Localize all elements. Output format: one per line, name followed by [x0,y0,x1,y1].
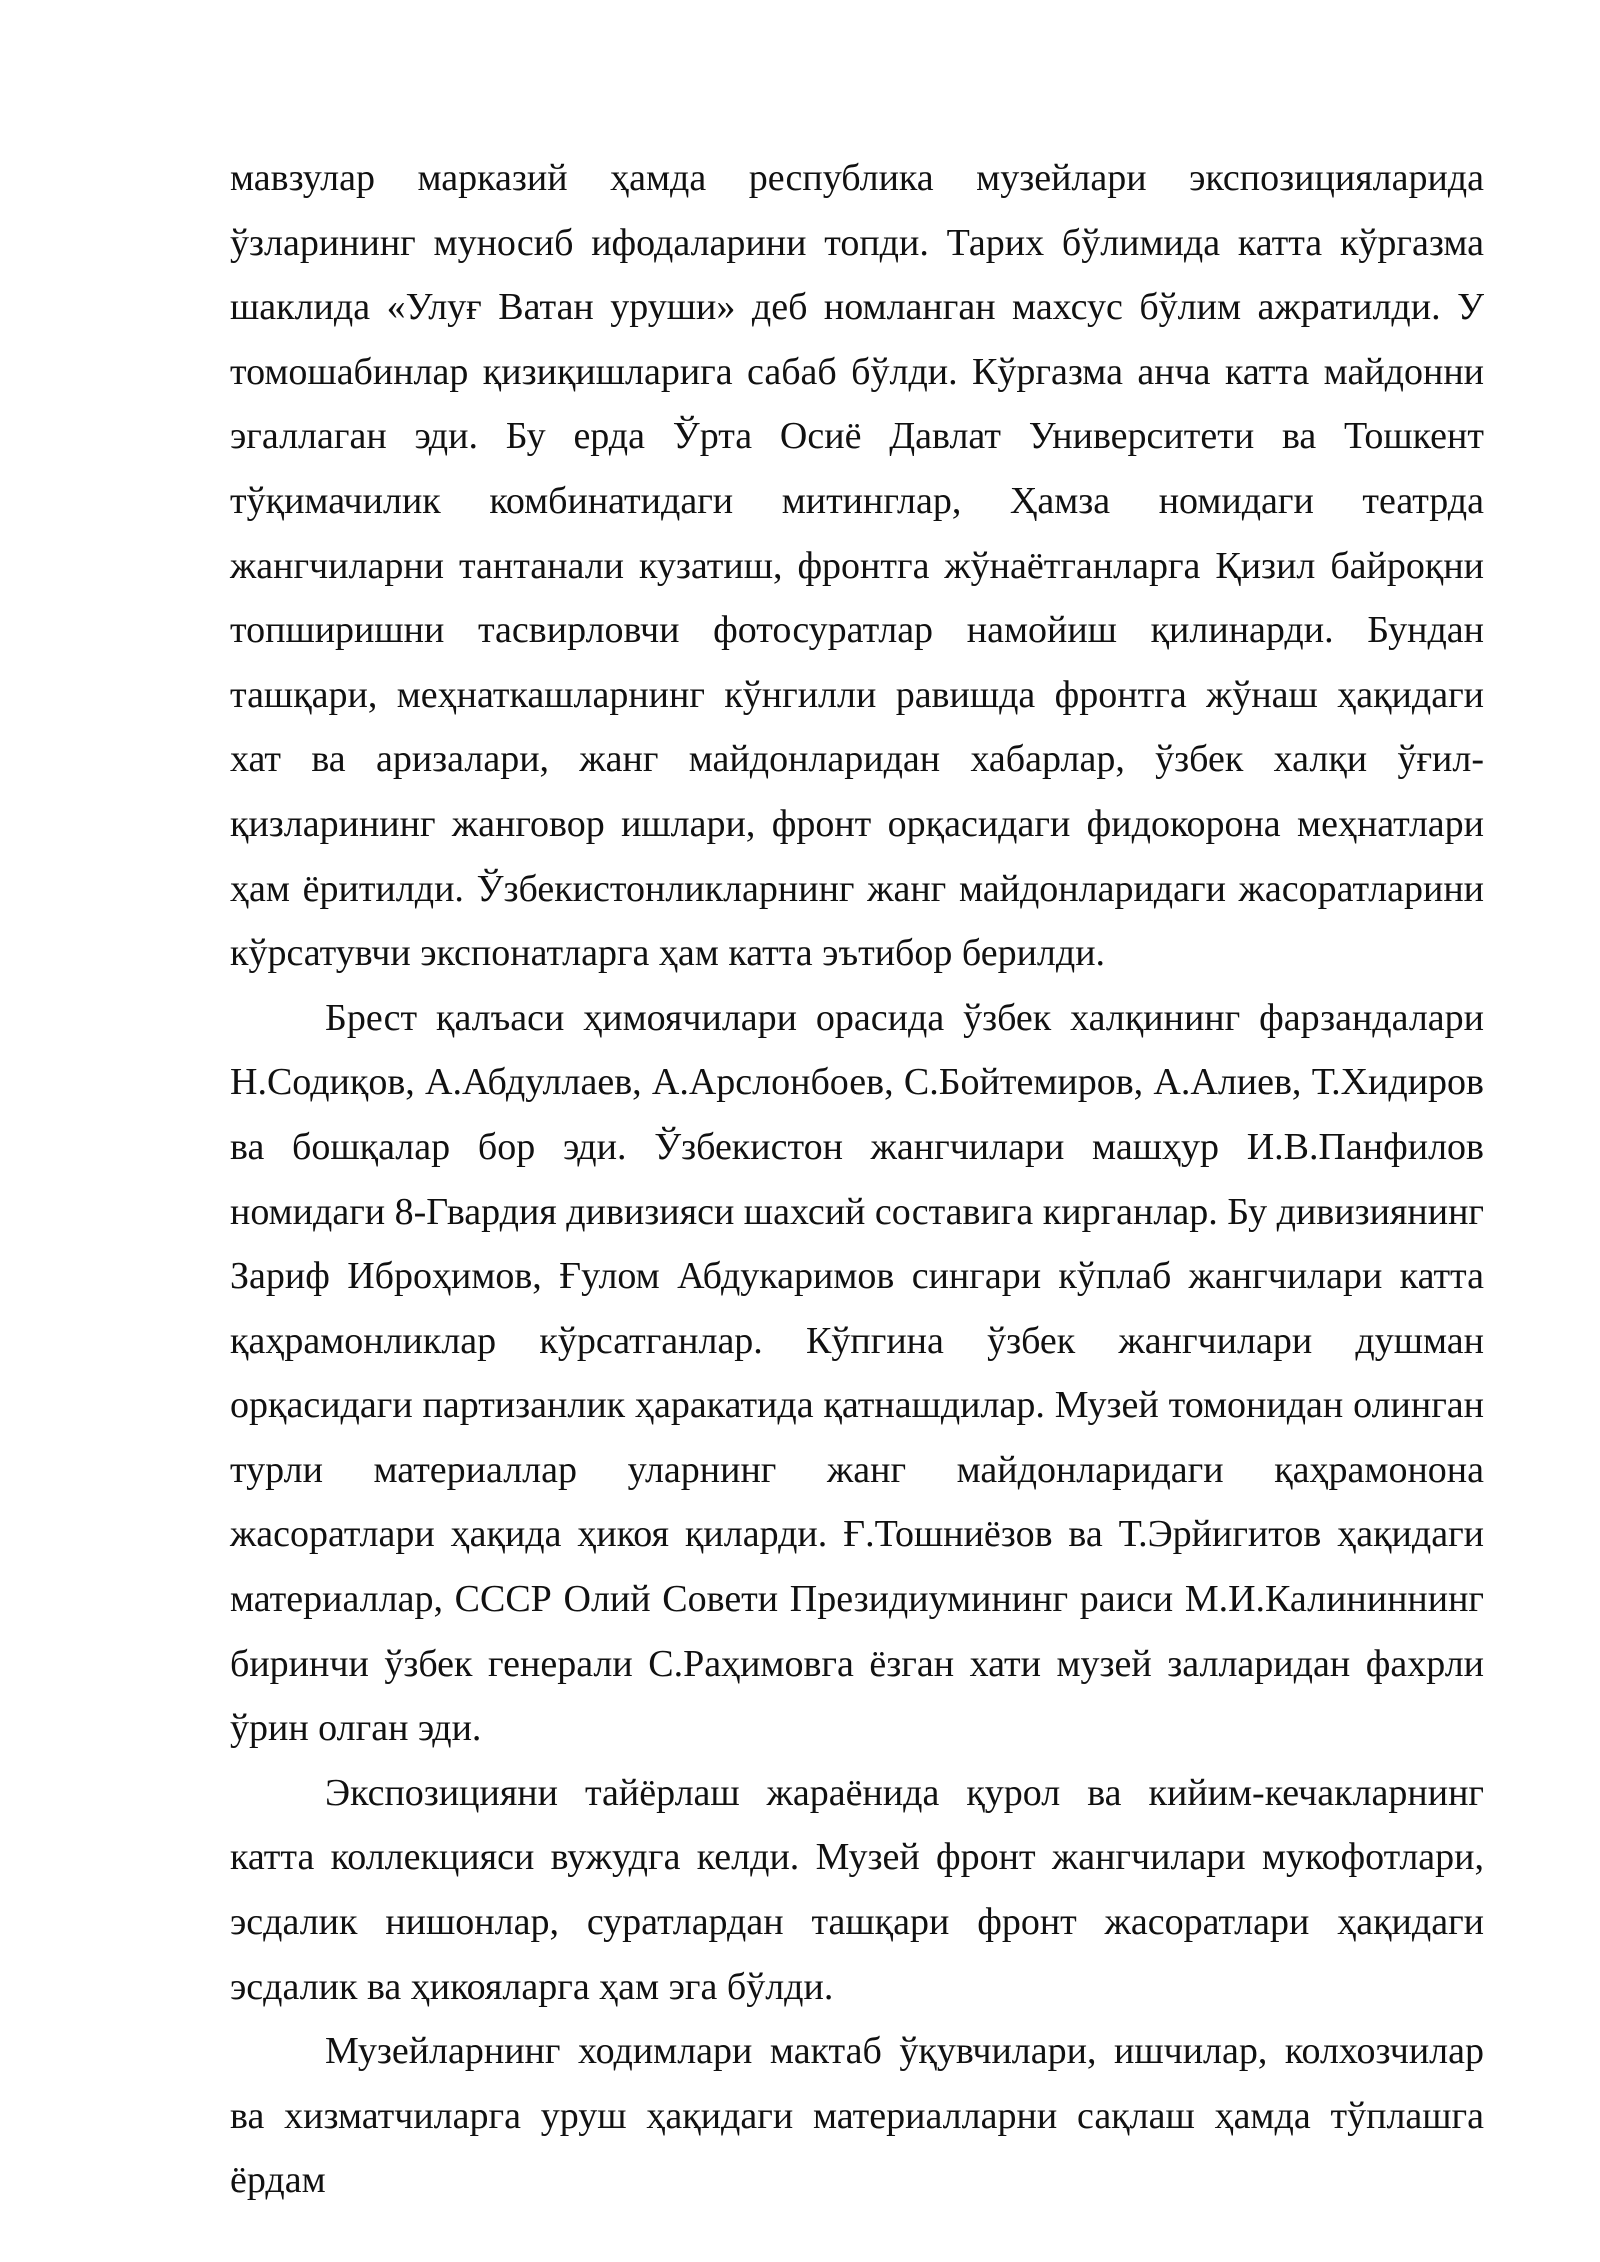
document-page [230,146,1484,2213]
paragraph-4: Музейларнинг ходимлари мактаб ўқувчилари, ишчилар, колхозчилар ва хизматчиларга уруш ҳақидаги материалларни сақлаш ҳамда тўплашга ёрдам [230,2030,1484,2202]
paragraph-3: Экспозицияни тайёрлаш жараёнида қурол ва кийим-кечакларнинг катта коллекцияси вужудга келди. Музей фронт жангчилари мукофотлари, эсдалик нишонлар, суратлардан ташқари фронт жасоратлари ҳақидаги эсдалик ва ҳикояларга ҳам эга бўлди. [230,1771,1484,2008]
paragraph-2: Брест қалъаси ҳимоячилари орасида ўзбек халқининг фарзандалари Н.Содиқов, А.Абдуллаев, А.Арслонбоев, С.Бойтемиров, А.Алиев, Т.Хидиров ва бошқалар бор эди. Ўзбекистон жангчилари машҳур И.В.Панфилов номидаги 8-Гвардия дивизияси шахсий составига кирганлар. Бу дивизиянинг Зариф Иброҳимов, Ғулом Абдукаримов сингари кўплаб жангчилари катта қаҳрамонликлар кўрсатганлар. Кўпгина ўзбек жангчилари душман орқасидаги партизанлик ҳаракатида қатнашдилар. Музей томонидан олинган турли материаллар уларнинг жанг майдонларидаги қаҳрамонона жасоратлари ҳақида ҳикоя қиларди. Ғ.Тошниёзов ва Т.Эрйигитов ҳақидаги материаллар, СССР Олий Совети Президиумининг раиси М.И.Калининнинг биринчи ўзбек генерали С.Раҳимовга ёзган хати музей залларидан фахрли ўрин олган эди. [230,996,1484,1750]
paragraph-1: мавзулар марказий ҳамда республика музейлари экспозицияларида ўзларининг муносиб ифодаларини топди. Тарих бўлимида катта кўргазма шаклида «Улуғ Ватан уруши» деб номланган махсус бўлим ажратилди. У томошабинлар қизиқишларига сабаб бўлди. Кўргазма анча катта майдонни эгаллаган эди. Бу ерда Ўрта Осиё Давлат Университети ва Тошкент тўқимачилик комбинатидаги митинглар, Ҳамза номидаги театрда жангчиларни тантанали кузатиш, фронтга жўнаётганларга Қизил байроқни топширишни тасвирловчи фотосуратлар намойиш қилинарди. Бундан ташқари, меҳнаткашларнинг кўнгилли равишда фронтга жўнаш ҳақидаги хат ва аризалари, жанг майдонларидан хабарлар, ўзбек халқи ўғил-қизларининг жанговор ишлари, фронт орқасидаги фидокорона меҳнатлари ҳам ёритилди. Ўзбекистонликларнинг жанг майдонларидаги жасоратларини кўрсатувчи экспонатларга ҳам катта эътибор берилди. [230,157,1484,975]
